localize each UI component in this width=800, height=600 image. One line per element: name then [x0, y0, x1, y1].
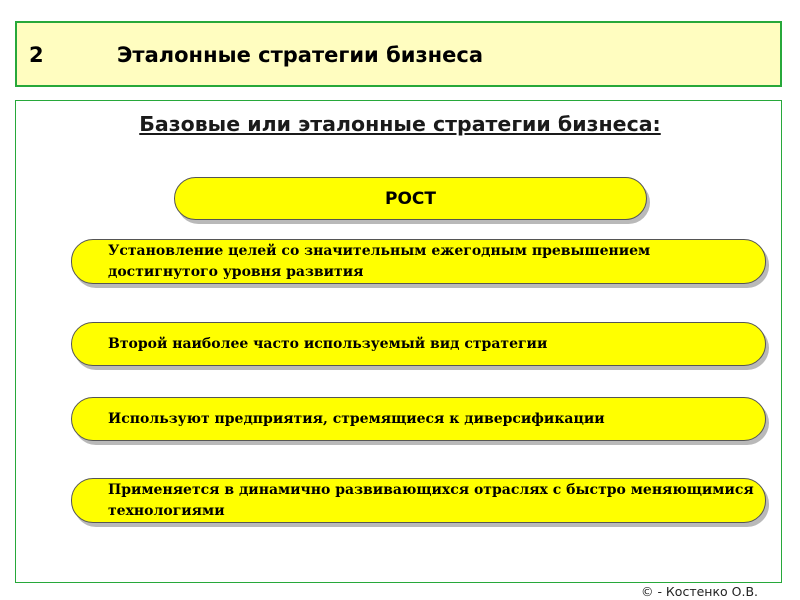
content-subtitle: Базовые или эталонные стратегии бизнеса:	[139, 112, 661, 136]
growth-label: РОСТ	[385, 188, 436, 209]
slide-header	[15, 21, 782, 87]
strategy-item-text: Установление целей со значительным ежегодным превышением достигнутого уровня развития	[108, 242, 651, 280]
copyright-notice: © - Костенко О.В.	[640, 584, 758, 599]
growth-pill	[174, 177, 647, 220]
strategy-item-text: Используют предприятия, стремящиеся к диверсификации	[108, 410, 605, 427]
strategy-item-text: Второй наиболее часто используемый вид стратегии	[108, 335, 548, 352]
slide-title: Эталонные стратегии бизнеса	[117, 43, 484, 67]
strategy-item-2	[71, 322, 766, 366]
strategy-item-1	[71, 239, 766, 284]
strategy-item-4	[71, 478, 766, 523]
slide-number: 2	[29, 43, 44, 67]
strategy-item-3	[71, 397, 766, 441]
strategy-item-text: Применяется в динамично развивающихся отраслях с быстро меняющимися технологиями	[108, 481, 754, 519]
